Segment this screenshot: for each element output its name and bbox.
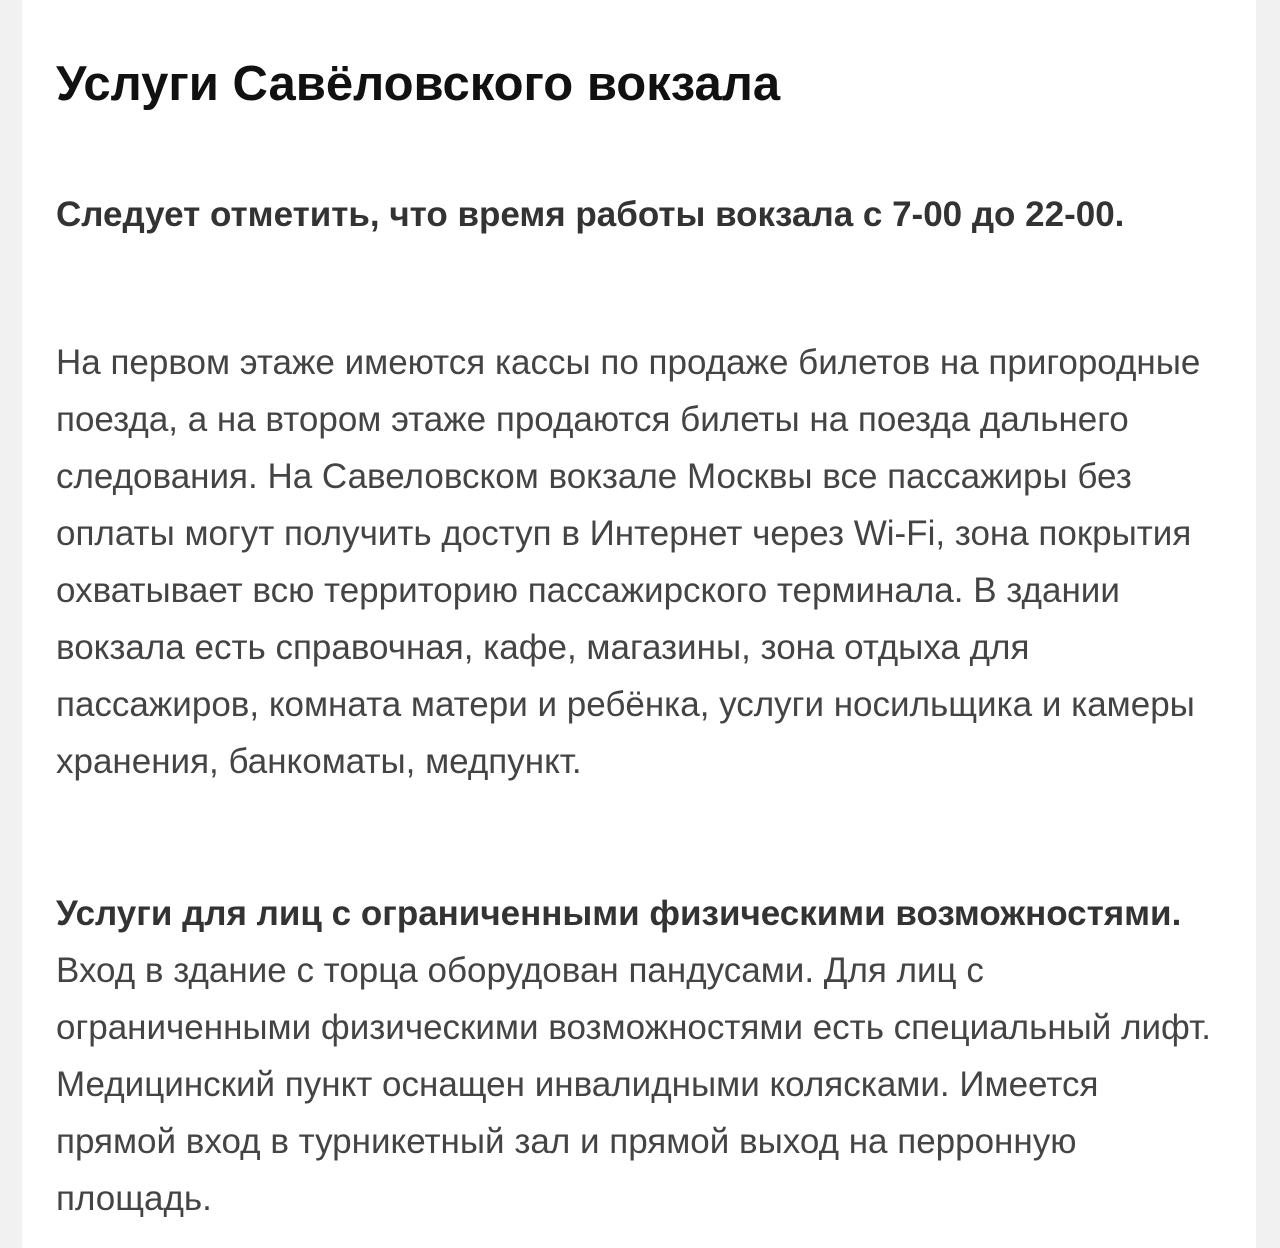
accessibility-heading: Услуги для лиц с ограниченными физическими возможностями. bbox=[56, 894, 1182, 933]
accessibility-paragraph bbox=[56, 885, 1226, 1227]
services-paragraph: На первом этаже имеются кассы по продаже билетов на пригородные поезда, а на втором этаже продаются билеты на поезда дальнего следования. На Савеловском вокзале Москвы все пассажиры без оплаты могут получить доступ в Интернет через Wi-Fi, зона покрытия охватывает всю территорию пассажирского терминала. В здании вокзала есть справочная, кафе, магазины, зона отдыха для пассажиров, комната матери и ребёнка, услуги носильщика и камеры хранения, банкоматы, медпункт. bbox=[56, 343, 1201, 781]
page-title: Услуги Савёловского вокзала bbox=[56, 57, 781, 111]
accessibility-text: Вход в здание с торца оборудован пандусами. Для лиц с ограниченными физическими возможностями есть специальный лифт. Медицинский пункт оснащен инвалидными колясками. Имеется прямой вход в турникетный зал и прямой выход на перронную площадь. bbox=[56, 951, 1211, 1218]
article-card bbox=[22, 0, 1256, 1248]
opening-hours-note: Следует отметить, что время работы вокзала с 7-00 до 22-00. bbox=[56, 195, 1125, 234]
